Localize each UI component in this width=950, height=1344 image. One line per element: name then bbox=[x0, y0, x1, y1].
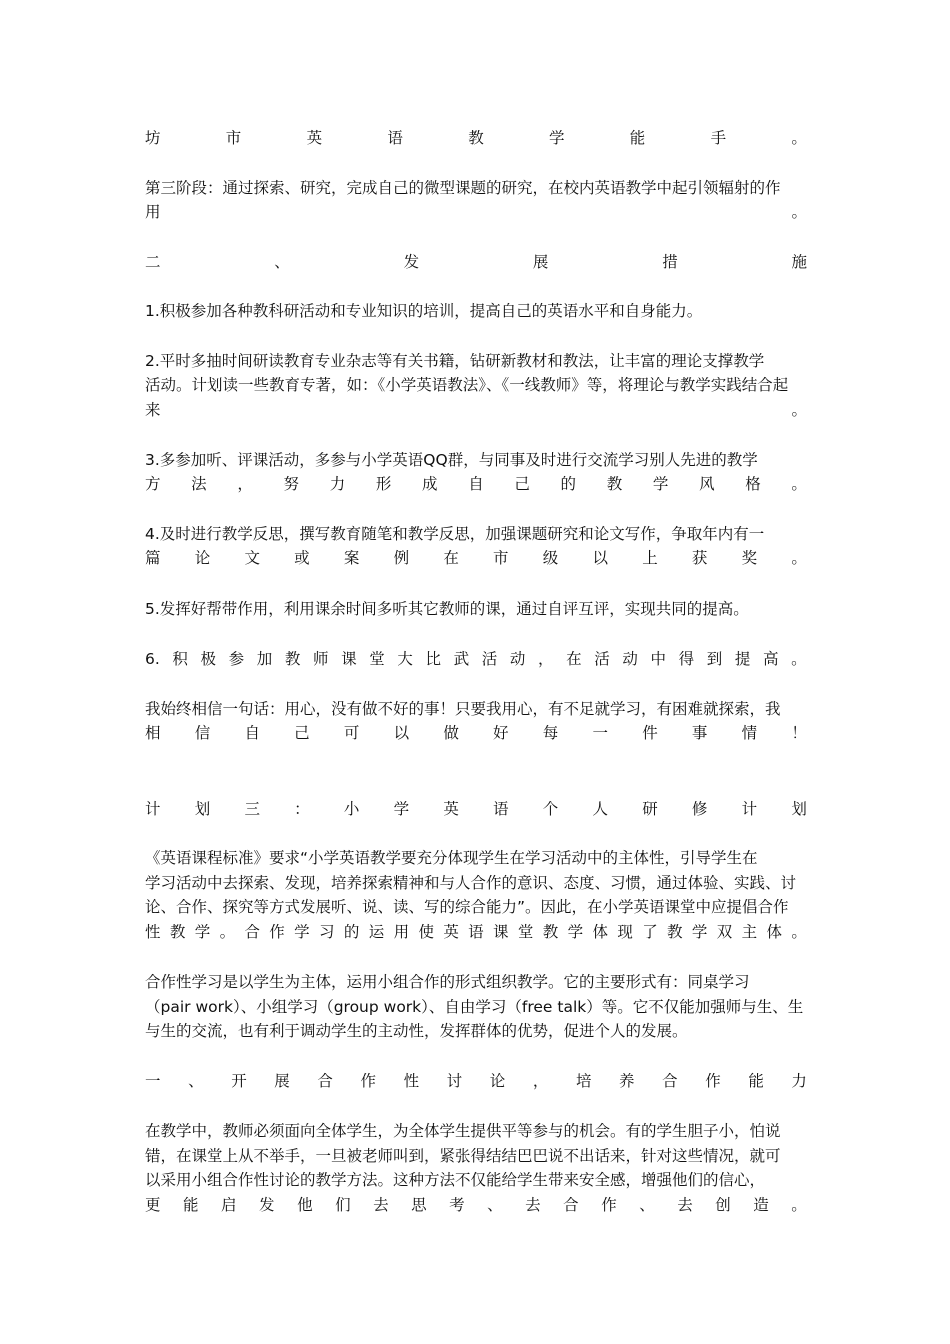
line-char: 能 bbox=[629, 129, 646, 147]
line-char: 启 bbox=[221, 1196, 237, 1214]
line-char: 性 bbox=[403, 1072, 420, 1090]
text-line: 来 bbox=[145, 401, 161, 419]
section-heading bbox=[145, 1069, 807, 1093]
line-char: 形 bbox=[375, 475, 392, 493]
line-char: 的 bbox=[560, 475, 577, 493]
line-char: 作 bbox=[705, 1072, 721, 1090]
text-line: 《英语课程标准》要求“小学英语教学要充分体现学生在学习活动中的主体性，引导学生在 bbox=[145, 849, 758, 867]
line-char: 动 bbox=[509, 650, 526, 668]
line-char: 上 bbox=[642, 549, 658, 567]
line-char: 市 bbox=[225, 129, 242, 147]
line-char: 教 bbox=[667, 923, 683, 941]
line-char: 用 bbox=[393, 923, 410, 941]
line-char: 。 bbox=[791, 129, 807, 147]
line-char: 学 bbox=[393, 800, 410, 818]
line-char: 方 bbox=[145, 475, 161, 493]
line-char: 学 bbox=[194, 923, 211, 941]
text-line: 活动。计划读一些教育专著，如：《小学英语教法》、《一线教师》等，将理论与教学实践结合起 bbox=[145, 376, 789, 394]
line-char: 语 bbox=[468, 923, 484, 941]
line-char: ： bbox=[294, 800, 310, 818]
line-char: 信 bbox=[194, 724, 211, 742]
line-char: 力 bbox=[329, 475, 346, 493]
line-char: 学 bbox=[652, 475, 669, 493]
line-char: 计 bbox=[741, 800, 758, 818]
line-char: 体 bbox=[766, 923, 782, 941]
line-char: ， bbox=[237, 475, 253, 493]
text-line: 与生的交流，也有利于调动学生的主动性，发挥群体的优势，促进个人的发展。 bbox=[145, 1022, 688, 1040]
line-char: 养 bbox=[619, 1072, 635, 1090]
text-line: 4.及时进行教学反思，撰写教育随笔和教学反思，加强课题研究和论文写作，争取年内有一 bbox=[145, 525, 765, 543]
line-char: 运 bbox=[368, 923, 385, 941]
line-char: 堂 bbox=[369, 650, 385, 668]
line-char: 开 bbox=[231, 1072, 247, 1090]
line-char: 讨 bbox=[446, 1072, 463, 1090]
plan-title bbox=[145, 797, 807, 821]
line-char: 论 bbox=[489, 1072, 506, 1090]
line-char: 。 bbox=[791, 650, 807, 668]
line-char: 的 bbox=[343, 923, 360, 941]
line-char: 教 bbox=[169, 923, 186, 941]
line-char: 好 bbox=[493, 724, 509, 742]
line-char: 人 bbox=[592, 800, 608, 818]
text-line: 论、合作、探究等方式发展听、说、读、写的综合能力”。因此，在小学英语课堂中应提倡合作 bbox=[145, 898, 789, 916]
line-char: 武 bbox=[453, 650, 470, 668]
line-char: 了 bbox=[642, 923, 658, 941]
line-char: 奖 bbox=[741, 549, 758, 567]
line-char: 作 bbox=[601, 1196, 617, 1214]
line-char: 培 bbox=[575, 1072, 592, 1090]
line-char: 英 bbox=[306, 129, 323, 147]
line-char: 参 bbox=[228, 650, 245, 668]
line-char: 可 bbox=[343, 724, 360, 742]
line-char: 英 bbox=[443, 800, 459, 818]
line-char: 堂 bbox=[517, 923, 534, 941]
line-char: 加 bbox=[256, 650, 273, 668]
line-char: 教 bbox=[284, 650, 301, 668]
line-char: 发 bbox=[403, 253, 420, 271]
line-char: 情 bbox=[741, 724, 758, 742]
line-char: 活 bbox=[481, 650, 498, 668]
line-char: 论 bbox=[194, 549, 211, 567]
line-char: 去 bbox=[677, 1196, 693, 1214]
line-char: 修 bbox=[691, 800, 708, 818]
line-char: 市 bbox=[493, 549, 509, 567]
line-char: 己 bbox=[514, 475, 530, 493]
line-char: 得 bbox=[678, 650, 695, 668]
text-line: 5.发挥好帮带作用，利用课余时间多听其它教师的课，通过自评互评，实现共同的提高。 bbox=[145, 600, 749, 618]
text-line: 以采用小组合作性讨论的教学方法。这种方法不仅能给学生带来安全感，增强他们的信心， bbox=[145, 1171, 766, 1189]
line-char: 。 bbox=[791, 549, 807, 567]
line-char: 坊 bbox=[145, 129, 161, 147]
line-char: 个 bbox=[542, 800, 559, 818]
line-char: 措 bbox=[662, 253, 678, 271]
line-char: 能 bbox=[183, 1196, 199, 1214]
line-char: 们 bbox=[335, 1196, 351, 1214]
line-char: 合 bbox=[244, 923, 260, 941]
line-char: 努 bbox=[283, 475, 300, 493]
line-char: 格 bbox=[745, 475, 761, 493]
text-line: 学习活动中去探索、发现，培养探索精神和与人合作的意识、态度、习惯，通过体验、实践、讨 bbox=[145, 874, 797, 892]
line-char: 事 bbox=[691, 724, 708, 742]
text-line bbox=[145, 920, 807, 944]
line-char: 文 bbox=[244, 549, 260, 567]
line-char: 活 bbox=[594, 650, 610, 668]
line-char: 大 bbox=[397, 650, 413, 668]
text-line: 在教学中，教师必须面向全体学生，为全体学生提供平等参与的机会。有的学生胆子小，怕说 bbox=[145, 1122, 781, 1140]
text-line: 3.多参加听、评课活动，多参与小学英语QQ群，与同事及时进行交流学习别人先进的教学 bbox=[145, 451, 758, 469]
line-char: 性 bbox=[145, 923, 161, 941]
text-line: 合作性学习是以学生为主体，运用小组合作的形式组织教学。它的主要形式有：同桌学习 bbox=[145, 973, 750, 991]
line-char: 在 bbox=[566, 650, 582, 668]
text-line: 错，在课堂上从不举手，一旦被老师叫到，紧张得结结巴巴说不出话来，针对这些情况，就可 bbox=[145, 1147, 781, 1165]
text-line: 第三阶段：通过探索、研究，完成自己的微型课题的研究，在校内英语教学中起引领辐射的作 bbox=[145, 179, 781, 197]
line-char: 主 bbox=[741, 923, 758, 941]
text-line bbox=[145, 126, 807, 150]
line-char: 例 bbox=[393, 549, 410, 567]
line-char: 现 bbox=[617, 923, 633, 941]
line-char: 体 bbox=[592, 923, 608, 941]
text-line: 用 bbox=[145, 203, 161, 221]
line-char: 。 bbox=[791, 1196, 807, 1214]
line-char: 学 bbox=[567, 923, 584, 941]
section-heading bbox=[145, 250, 807, 274]
line-char: 自 bbox=[468, 475, 484, 493]
line-char: 造 bbox=[753, 1196, 769, 1214]
line-char: 。 bbox=[791, 923, 807, 941]
line-char: 力 bbox=[791, 1072, 807, 1090]
line-char: 相 bbox=[145, 724, 161, 742]
line-char: 每 bbox=[542, 724, 559, 742]
line-char: 、 bbox=[487, 1196, 503, 1214]
line-char: 思 bbox=[411, 1196, 427, 1214]
line-char: 小 bbox=[343, 800, 360, 818]
line-char: 在 bbox=[443, 549, 459, 567]
line-char: ， bbox=[538, 650, 554, 668]
line-char: 中 bbox=[650, 650, 667, 668]
line-char: 极 bbox=[200, 650, 217, 668]
text-line bbox=[145, 546, 807, 570]
line-char: 展 bbox=[274, 1072, 290, 1090]
line-char: 双 bbox=[716, 923, 733, 941]
text-line: 1.积极参加各种教科研活动和专业知识的培训，提高自己的英语水平和自身能力。 bbox=[145, 302, 703, 320]
line-char: 三 bbox=[244, 800, 260, 818]
text-line bbox=[145, 647, 807, 671]
line-char: 创 bbox=[715, 1196, 731, 1214]
line-char: 获 bbox=[691, 549, 708, 567]
line-char: 一 bbox=[145, 1072, 161, 1090]
line-char: 能 bbox=[748, 1072, 764, 1090]
line-char: 作 bbox=[360, 1072, 376, 1090]
line-char: 一 bbox=[592, 724, 608, 742]
line-char: 师 bbox=[313, 650, 329, 668]
line-char: 成 bbox=[422, 475, 438, 493]
line-char: 使 bbox=[418, 923, 434, 941]
line-char: 学 bbox=[691, 923, 708, 941]
line-char: 作 bbox=[269, 923, 285, 941]
line-char: 习 bbox=[319, 923, 335, 941]
line-char: 、 bbox=[274, 253, 290, 271]
line-char: 手 bbox=[710, 129, 727, 147]
line-char: 合 bbox=[563, 1196, 579, 1214]
line-char: 教 bbox=[468, 129, 484, 147]
line-char: 他 bbox=[297, 1196, 313, 1214]
line-char: 比 bbox=[425, 650, 442, 668]
text-line: 。 bbox=[791, 401, 807, 419]
line-char: 提 bbox=[734, 650, 751, 668]
line-char: 法 bbox=[191, 475, 207, 493]
line-char: 件 bbox=[642, 724, 658, 742]
text-line bbox=[145, 721, 807, 745]
line-char: 以 bbox=[393, 724, 410, 742]
line-char: 学 bbox=[294, 923, 310, 941]
line-char: 合 bbox=[317, 1072, 333, 1090]
line-char: 动 bbox=[622, 650, 638, 668]
line-char: 案 bbox=[343, 549, 360, 567]
text-line: 。 bbox=[791, 203, 807, 221]
text-line bbox=[145, 1193, 807, 1217]
line-char: 课 bbox=[493, 923, 509, 941]
line-char: 以 bbox=[592, 549, 608, 567]
line-char: 。 bbox=[219, 923, 236, 941]
line-char: 去 bbox=[373, 1196, 389, 1214]
line-char: 或 bbox=[294, 549, 310, 567]
line-char: 、 bbox=[188, 1072, 204, 1090]
line-char: 到 bbox=[706, 650, 723, 668]
text-line bbox=[145, 472, 807, 496]
line-char: 自 bbox=[244, 724, 260, 742]
line-char: 学 bbox=[548, 129, 565, 147]
line-char: 风 bbox=[699, 475, 715, 493]
line-char: 研 bbox=[642, 800, 658, 818]
line-char: 6. bbox=[145, 650, 160, 668]
line-char: 语 bbox=[387, 129, 403, 147]
line-char: 己 bbox=[294, 724, 310, 742]
line-char: 二 bbox=[145, 253, 161, 271]
line-char: 语 bbox=[493, 800, 509, 818]
text-line: 2.平时多抽时间研读教育专业杂志等有关书籍，钻研新教材和教法，让丰富的理论支撑教学 bbox=[145, 352, 765, 370]
line-char: 去 bbox=[525, 1196, 541, 1214]
line-char: 划 bbox=[194, 800, 211, 818]
line-char: 教 bbox=[606, 475, 623, 493]
line-char: 。 bbox=[791, 475, 807, 493]
line-char: 合 bbox=[662, 1072, 678, 1090]
line-char: 篇 bbox=[145, 549, 161, 567]
line-char: 教 bbox=[542, 923, 559, 941]
line-char: ， bbox=[532, 1072, 549, 1090]
line-char: 划 bbox=[791, 800, 807, 818]
line-char: 英 bbox=[443, 923, 459, 941]
line-char: 考 bbox=[449, 1196, 465, 1214]
line-char: 更 bbox=[145, 1196, 161, 1214]
text-line: （pair work）、小组学习（group work）、自由学习（free talk）等。它不仅能加强师与生、生 bbox=[145, 998, 804, 1016]
line-char: 做 bbox=[443, 724, 459, 742]
line-char: 高 bbox=[763, 650, 779, 668]
line-char: 积 bbox=[172, 650, 188, 668]
line-char: 发 bbox=[259, 1196, 275, 1214]
text-line: 我始终相信一句话：用心，没有做不好的事！只要我用心，有不足就学习，有困难就探索，我 bbox=[145, 700, 781, 718]
line-char: 施 bbox=[791, 253, 807, 271]
line-char: ！ bbox=[791, 724, 807, 742]
line-char: 展 bbox=[532, 253, 549, 271]
line-char: 级 bbox=[542, 549, 559, 567]
line-char: 、 bbox=[639, 1196, 655, 1214]
line-char: 课 bbox=[341, 650, 357, 668]
line-char: 计 bbox=[145, 800, 161, 818]
